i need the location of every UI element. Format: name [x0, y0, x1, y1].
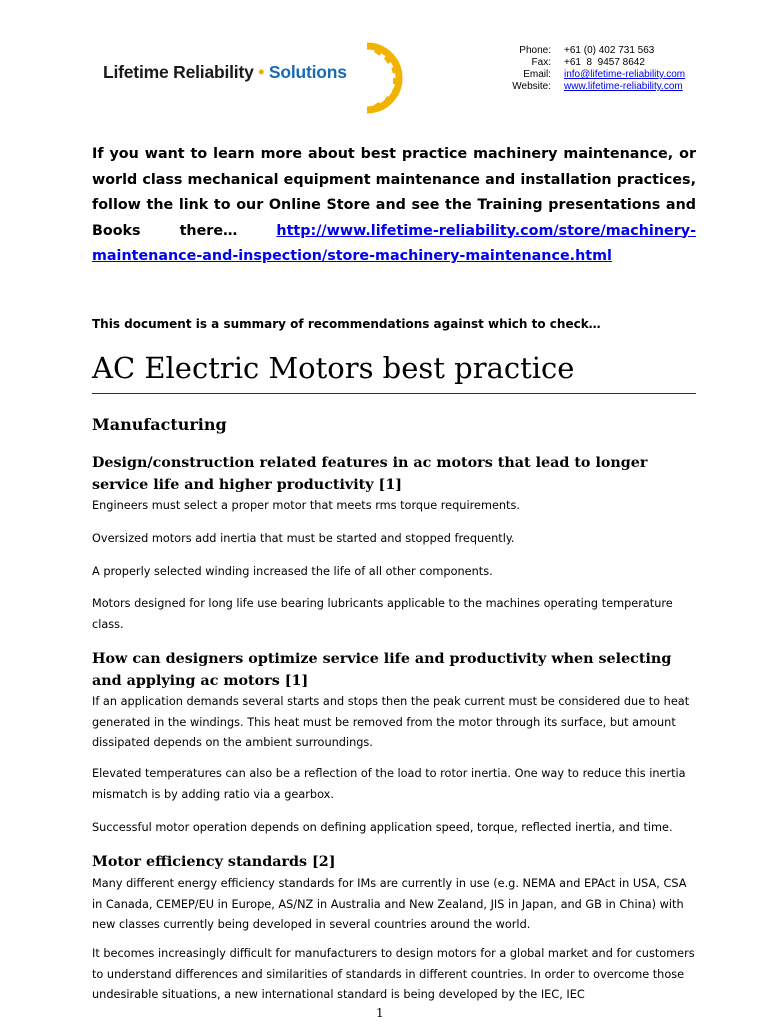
paragraph-optimize-3: Successful motor operation depends on defining application speed, torque, reflected inertia, and time.: [92, 821, 673, 834]
heading-manufacturing: Manufacturing: [92, 415, 227, 434]
logo-wordmark: [103, 62, 347, 83]
page-number: 1: [376, 1006, 384, 1020]
paragraph-design-4: Motors designed for long life use bearing lubricants applicable to the machines operating temperature class.: [92, 597, 673, 631]
paragraph-design-1: Engineers must select a proper motor that meets rms torque requirements.: [92, 499, 520, 512]
email-label: Email:: [523, 69, 551, 80]
paragraph-efficiency-1: Many different energy efficiency standards for IMs are currently in use (e.g. NEMA and EPAct in USA, CSA in Canada, CEMEP/EU in Europe, AS/NZ in Australia and New Zealand, JIS in Japan, and GB in China) with new classes currently being developed in several countries around the world.: [92, 877, 687, 931]
paragraph-efficiency-2: It becomes increasingly difficult for manufacturers to design motors for a global market and for customers to understand differences and similarities of standards in different countries. In order to overcome those undesirable situations, a new international standard is being developed by the IEC, IEC: [92, 947, 695, 1001]
contact-email-row: [490, 69, 685, 81]
paragraph-design-3: A properly selected winding increased the life of all other components.: [92, 565, 493, 578]
fax-value: +61 8 9457 8642: [564, 57, 645, 68]
paragraph-design-2: Oversized motors add inertia that must be started and stopped frequently.: [92, 532, 515, 545]
logo-text-solutions: Solutions: [268, 62, 347, 82]
website-label: Website:: [512, 81, 551, 92]
document-title: AC Electric Motors best practice: [92, 348, 696, 394]
heading-efficiency-standards: Motor efficiency standards [2]: [92, 854, 336, 870]
contact-details: [490, 45, 685, 93]
gear-icon: [361, 42, 407, 114]
company-logo: [103, 42, 403, 114]
phone-value: +61 (0) 402 731 563: [564, 45, 655, 56]
fax-label: Fax:: [531, 57, 551, 68]
heading-design-construction: Design/construction related features in ac motors that lead to longer service life and higher productivity [1]: [92, 455, 648, 493]
paragraph-optimize-1: If an application demands several starts and stops then the peak current must be considered due to heat generated in the windings. This heat must be removed from the motor through its surface, but amount dissipated depends on the ambient surroundings.: [92, 695, 690, 749]
email-link[interactable]: info@lifetime-reliability.com: [564, 69, 686, 80]
contact-phone-row: [490, 45, 685, 57]
website-link[interactable]: www.lifetime-reliability.com: [564, 81, 683, 92]
online-store-link[interactable]: http://www.lifetime-reliability.com/store/machinery-maintenance-and-inspection/store-machinery-maintenance.html: [92, 222, 696, 264]
contact-website-row: [490, 81, 685, 93]
heading-optimize: How can designers optimize service life and productivity when selecting and applying ac motors [1]: [92, 651, 672, 689]
intro-text: If you want to learn more about best practice machinery maintenance, or world class mechanical equipment maintenance and installation practices, follow the link to our Online Store and see the Training presentations and Books there…: [92, 146, 696, 239]
intro-paragraph: [92, 142, 696, 270]
phone-label: Phone:: [519, 45, 551, 56]
logo-separator: •: [258, 62, 265, 82]
contact-fax-row: [490, 57, 685, 69]
summary-line: This document is a summary of recommendations against which to check…: [92, 317, 601, 331]
paragraph-optimize-2: Elevated temperatures can also be a reflection of the load to rotor inertia. One way to reduce this inertia mismatch is by adding ratio via a gearbox.: [92, 767, 686, 801]
logo-text-lifetime-reliability: Lifetime Reliability: [103, 62, 254, 82]
